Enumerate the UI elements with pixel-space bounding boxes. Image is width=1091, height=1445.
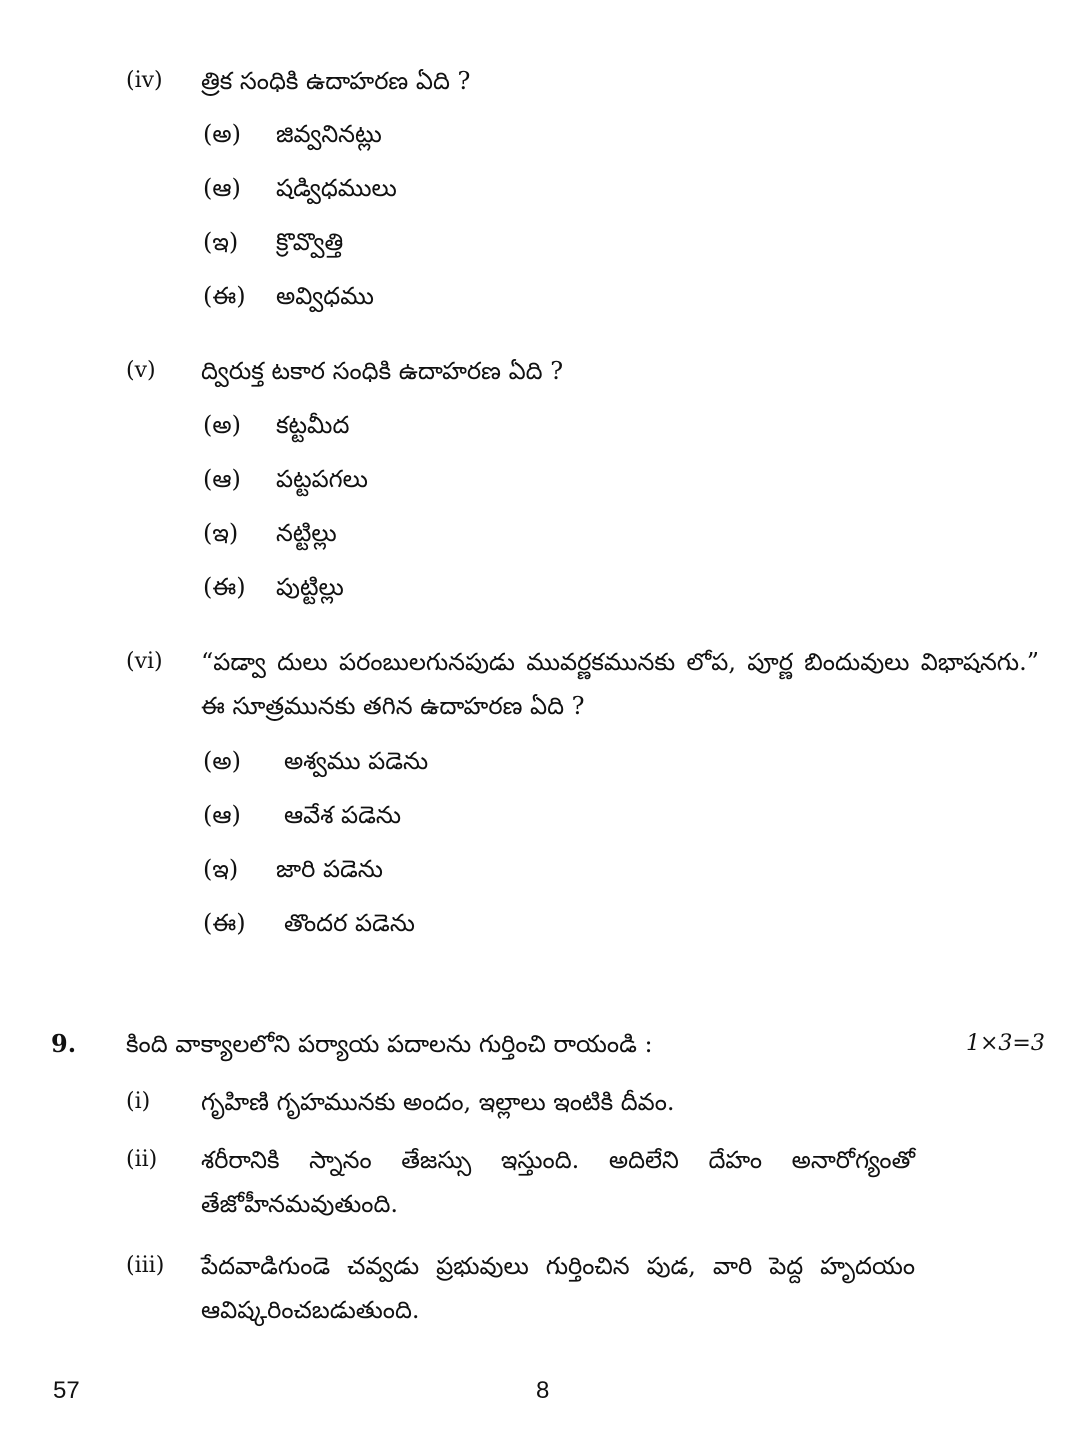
question-text-v: ద్విరుక్త టకార సంధికి ఉదాహరణ ఏది ? <box>201 357 564 385</box>
option-label: (ఇ) <box>203 855 239 883</box>
item-label-i: (i) <box>126 1089 151 1114</box>
marks-9: 1×3=3 <box>966 1031 1045 1056</box>
option-text: పట్టపగలు <box>276 465 368 493</box>
option-text: ఆవేశ పడెను <box>284 801 402 829</box>
option-label: (ఆ) <box>203 801 241 829</box>
option-label: (ఈ) <box>203 573 246 601</box>
option-label: (ఈ) <box>203 282 246 310</box>
question-text-vi: “పడ్వా దులు పరంబులగునపుడు మువర్ణకమునకు లోప, పూర్ణ బిందువులు విభాషనగు.” ఈ సూత్రమునకు తగిన ఉదాహరణ ఏది ? <box>201 648 1039 720</box>
option-text: క్రొవ్వొత్తి <box>276 228 344 256</box>
option-text: తొందర పడెను <box>284 909 415 937</box>
item-text-ii: శరీరానికి స్నానం తేజస్సు ఇస్తుంది. అదిలేని దేహం అనారోగ్యంతో తేజోహీనమవుతుంది. <box>201 1146 915 1218</box>
option-label: (ఆ) <box>203 465 241 493</box>
option-label: (ఇ) <box>203 228 239 256</box>
option-label: (ఈ) <box>203 909 246 937</box>
item-label-iii: (iii) <box>126 1253 165 1278</box>
option-text: జివ్వనినట్లు <box>276 120 382 148</box>
option-text: జారి పడెను <box>276 855 383 883</box>
question-label-iv: (iv) <box>126 68 163 93</box>
question-label-v: (v) <box>126 358 156 383</box>
paper-code: 57 <box>53 1377 80 1404</box>
option-label: (అ) <box>203 120 241 148</box>
page-number: 8 <box>536 1377 550 1404</box>
option-text: అవ్విధము <box>276 282 374 310</box>
option-label: (ఆ) <box>203 174 241 202</box>
item-text-iii: పేదవాడిగుండె చవ్వడు ప్రభువులు గుర్తించిన పుడ, వారి పెద్ద హృదయం ఆవిష్కరించబడుతుంది. <box>201 1252 915 1324</box>
option-text: షడ్విధములు <box>276 174 397 202</box>
question-text-iv: త్రిక సంధికి ఉదాహరణ ఏది ? <box>201 67 471 95</box>
item-text-i: గృహిణి గృహమునకు అందం, ఇల్లాలు ఇంటికి దీవం. <box>201 1088 675 1116</box>
question-label-vi: (vi) <box>126 649 163 674</box>
question-number-9: 9. <box>51 1029 77 1058</box>
item-label-ii: (ii) <box>126 1147 158 1172</box>
option-label: (అ) <box>203 411 241 439</box>
option-text: పుట్టిల్లు <box>276 573 344 601</box>
option-label: (అ) <box>203 747 241 775</box>
option-label: (ఇ) <box>203 519 239 547</box>
option-text: నట్టిల్లు <box>276 519 337 547</box>
option-text: అశ్వము పడెను <box>284 747 429 775</box>
question-instruction-9: కింది వాక్యాలలోని పర్యాయ పదాలను గుర్తించి రాయండి : <box>126 1030 653 1058</box>
option-text: కట్టమీద <box>276 411 350 439</box>
